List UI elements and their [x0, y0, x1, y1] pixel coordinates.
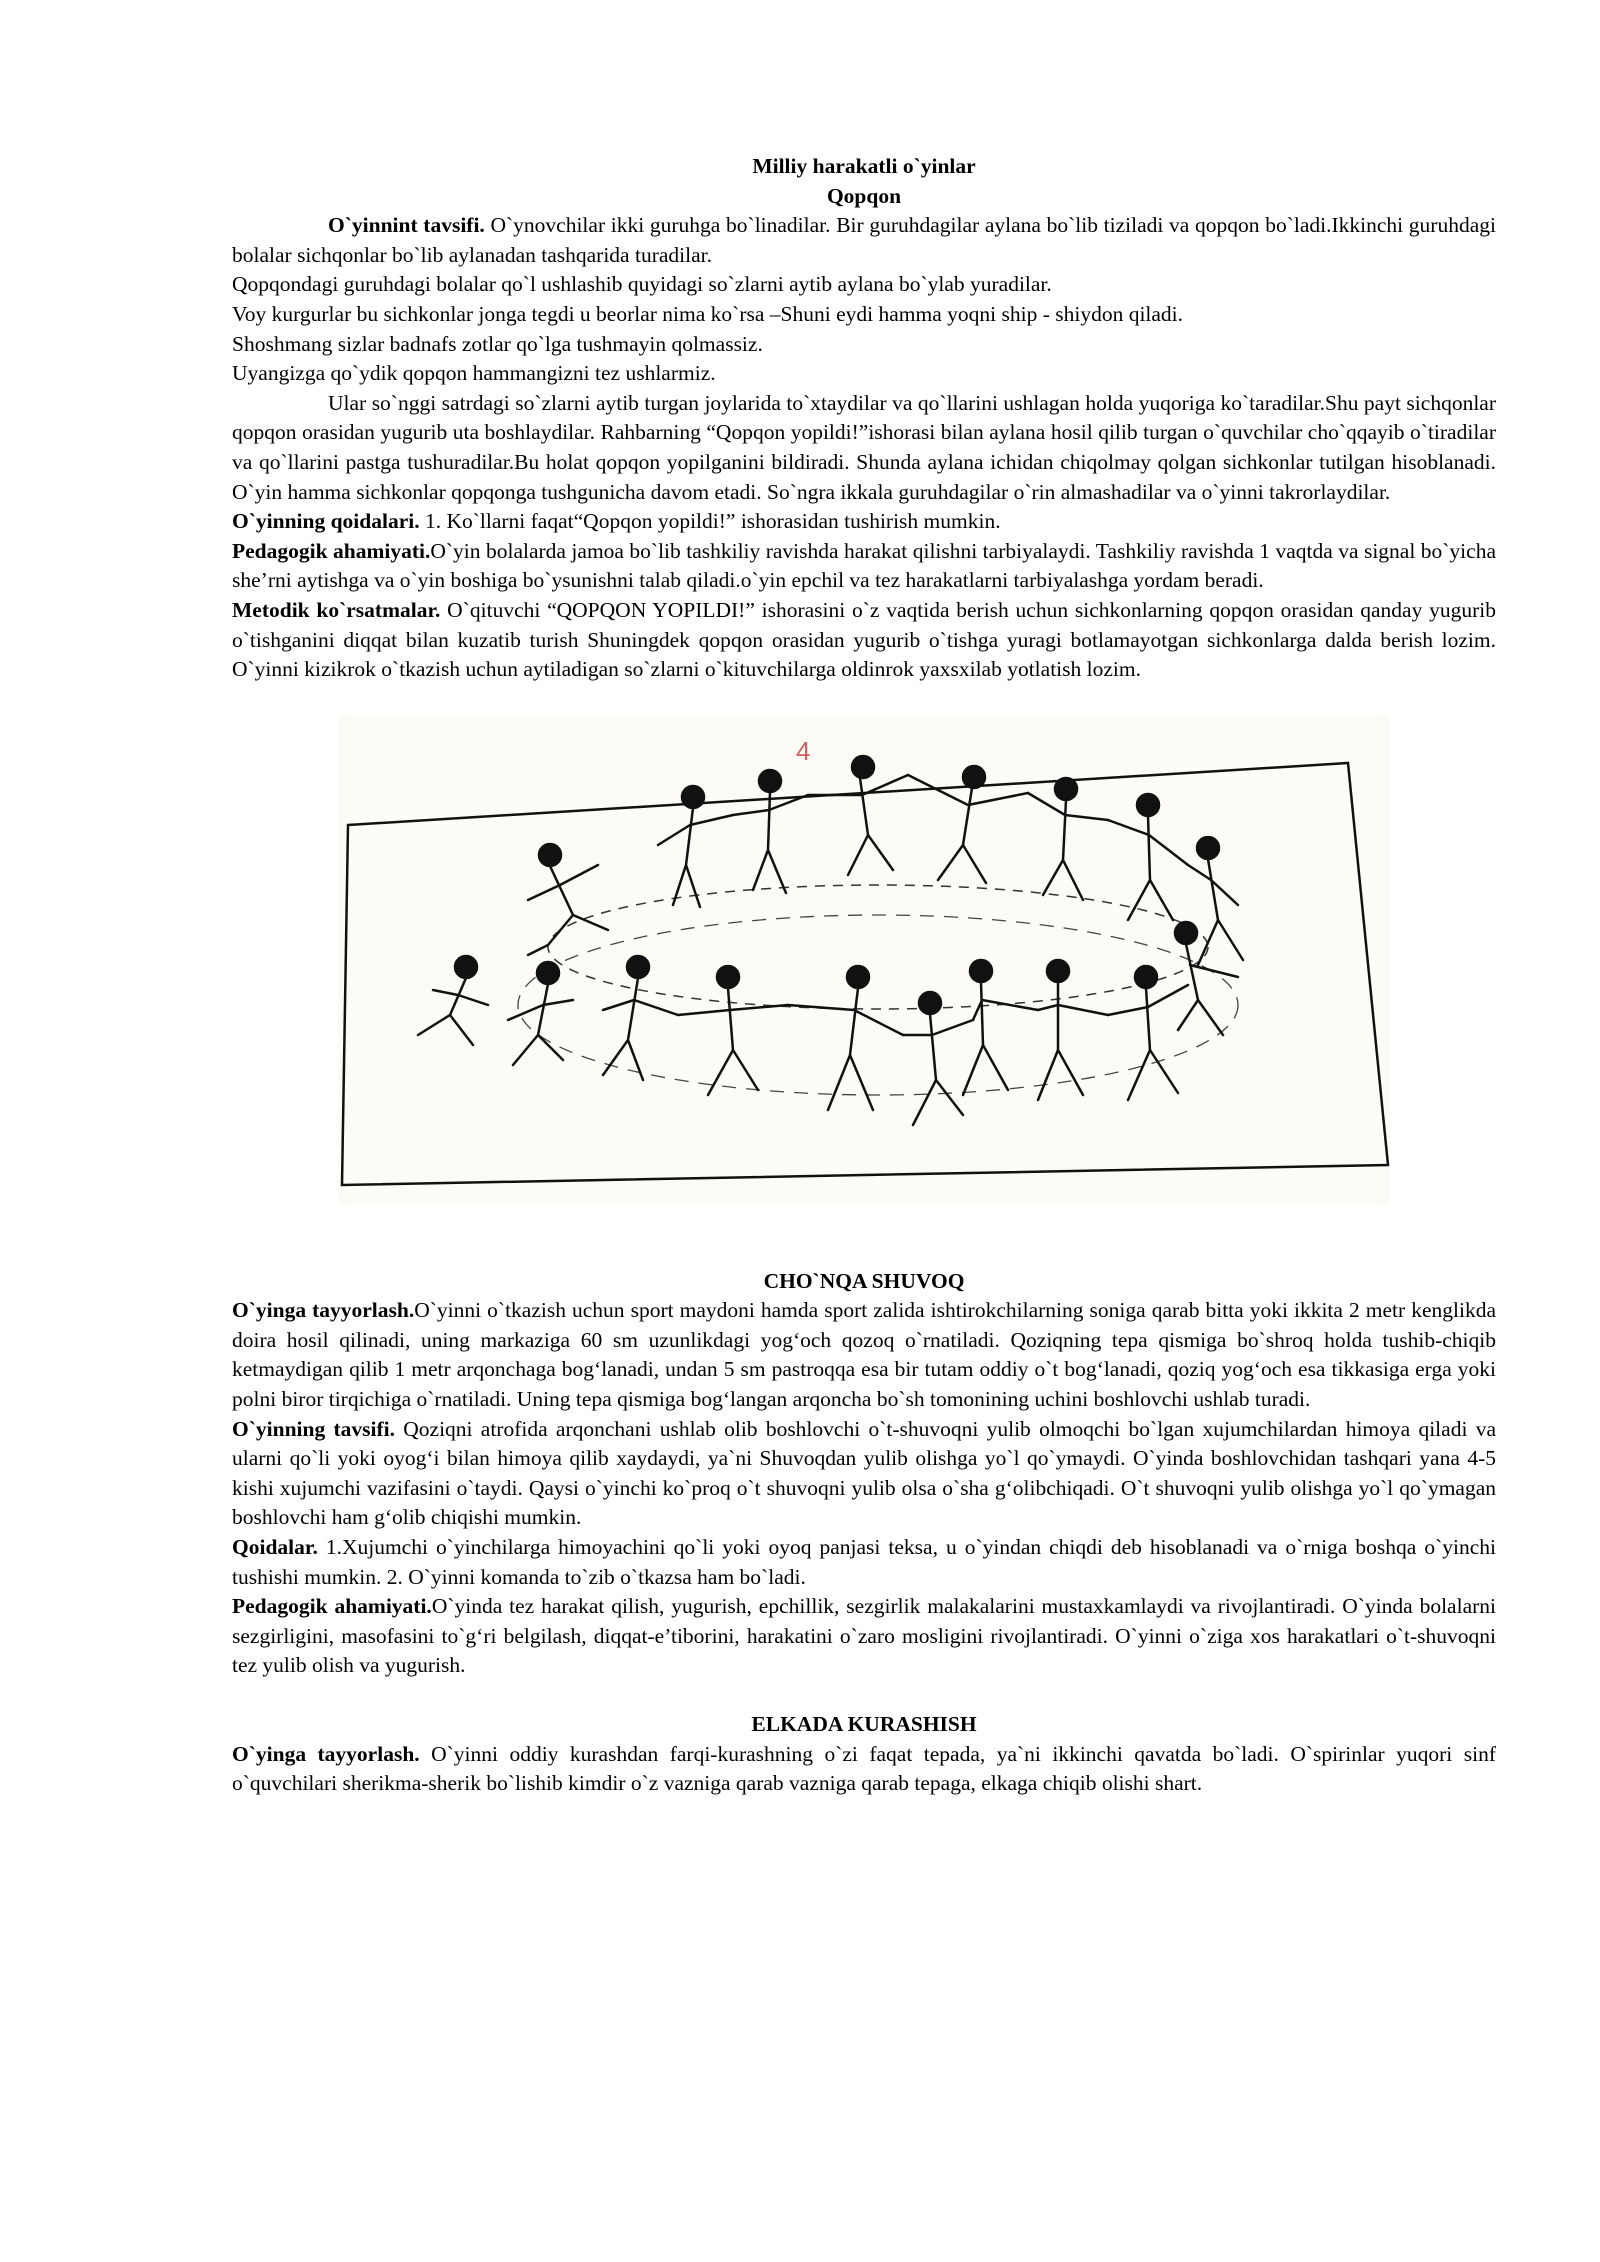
- paragraph-text: O`yinni o`tkazish uchun sport maydoni hamda sport zalida ishtirokchilarning soniga qarab bitta yoki ikkita 2 metr kenglikda doira hosil qilinadi, uning markaziga 60 sm uzunlikdagi yog‘och qozoq o`rnatiladi. Qoziqning tepa qismiga bo`shroq holda tushib-chiqib ketmaydigan qilib 1 metr arqonchaga bog‘lanadi, undan 5 sm pastroqqa esa bir tutam oddiy o`t bog‘lanadi, qoziq yog‘och esa tikkasiga erga yoki polni biror tirqichiga o`rnatiladi. Uning tepa qismiga bog‘langan arqoncha bo`sh tomonining uchini boshlovchi ushlab turadi.: [232, 1298, 1496, 1412]
- bold-label: Pedagogik ahamiyati.: [232, 1594, 432, 1619]
- paragraph-game-description: [232, 1415, 1496, 1533]
- bold-label: Qoidalar.: [232, 1535, 318, 1560]
- paragraph-rules: [232, 1533, 1496, 1592]
- child-head: [682, 786, 704, 808]
- document-title: Milliy harakatli o`yinlar: [752, 154, 976, 178]
- paragraph-pedagogical: [232, 537, 1496, 596]
- child-head: [539, 844, 561, 866]
- child-body: [908, 775, 1028, 883]
- game-title-elkada-kurashish: ELKADA KURASHISH: [751, 1712, 977, 1736]
- paragraph-pedagogical: [232, 1592, 1496, 1681]
- child-body: [903, 1014, 973, 1125]
- paragraph-text: O`yinda tez harakat qilish, yugurish, epchillik, sezgirlik malakalarini mustaxkamlaydi va rivojlantiradi. O`yinda bolalarni sezgirligini, masofasini to`g‘ri belgilash, diqqat-e’tiborini, harakatini o`zaro mosligini rivojlantiradi. O`yinni o`ziga xos harakatlari o`t-shuvoqni tez yulib olish va yugurish.: [232, 1594, 1496, 1678]
- child-head: [1137, 794, 1159, 816]
- child-body: [733, 792, 808, 893]
- child-head: [1055, 778, 1077, 800]
- verse-line-4: Uyangizga qo`ydik qopqon hammangizni tez ushlarmiz.: [232, 361, 716, 386]
- child-head: [759, 770, 781, 792]
- child-head: [1197, 837, 1219, 859]
- spacer: [232, 1205, 1496, 1267]
- paragraph-text: O`yinni oddiy kurashdan farqi-kurashning o`zi faqat tepada, ya`ni ikkinchi qavatda bo`ladi. O`spirinlar yuqori sinf o`quvchilari sherikma-sherik bo`lishib kimdir o`z vazniga qarab vazniga qarab tepaga, elkaga chiqib olishi shart.: [232, 1741, 1496, 1796]
- child-head: [627, 956, 649, 978]
- paragraph-methodical: [232, 596, 1496, 685]
- paragraph-game-description: [232, 211, 1496, 270]
- child-body: [963, 982, 1038, 1095]
- child-body: [1108, 816, 1188, 920]
- game-illustration: [338, 715, 1390, 1205]
- verse-line-2: Voy kurgurlar bu sichkonlar jonga tegdi u beorlar nima ko`rsa –Shuni eydi hamma yoqni ship - shiydon qiladi.: [232, 301, 1184, 326]
- spacer: [232, 1681, 1496, 1710]
- child-body: [1178, 944, 1238, 1035]
- child-head: [970, 960, 992, 982]
- paragraph-rules: [232, 507, 1496, 537]
- child-head: [847, 966, 869, 988]
- document-page: [232, 152, 1496, 1799]
- bold-label: Pedagogik ahamiyati.: [232, 538, 431, 563]
- circle-path: [548, 885, 1208, 1009]
- bold-label: O`yinga tayyorlash.: [232, 1298, 415, 1323]
- child-body: [603, 978, 678, 1080]
- child-body: [508, 984, 573, 1065]
- paragraph-game-flow: Ular so`nggi satrdagi so`zlarni aytib turgan joylarida to`xtaydilar va qo`llarini ushlagan holda yuqoriga ko`taradilar.Shu payt sichqonlar qopqon orasidan yugurib uta boshlaydilar. Rahbarning “Qopqon yopildi!”ishorasi bilan aylana hosil qilib turgan o`quvchilar cho`qqayib o`tiradilar va qo`llarini pastga tushuradilar.Bu holat qopqon yopilganini bildiradi. Shunda aylana ichidan chiqolmay qolgan sichkonlar tutilgan hisoblanadi. O`yin hamma sichkonlar qopqonga tushgunicha davom etadi. So`ngra ikkala guruhdagilar o`rin almashadilar va o`yinni takrorlaydilar.: [232, 390, 1496, 504]
- paragraph-text: 1.Xujumchi o`yinchilarga himoyachini qo`li yoki oyoq panjasi teksa, u o`yindan chiqdi deb hisoblanadi va o`rniga boshqa o`yinchi tushishi mumkin. 2. O`yinni komanda to`zib o`tkazsa ham bo`ladi.: [232, 1535, 1496, 1589]
- children-figures: [418, 756, 1243, 1125]
- child-head: [963, 766, 985, 788]
- child-head: [455, 956, 477, 978]
- paragraph-preparation: [232, 1296, 1496, 1414]
- child-body: [678, 988, 788, 1095]
- paragraph-text: O`ynovchilar ikki guruhga bo`linadilar. Bir guruhdagilar aylana bo`lib tiziladi va qopqon bo`ladi.Ikkinchi guruhdagi bolalar sichqonlar bo`lib aylanadan tashqarida turadilar.: [232, 213, 1496, 267]
- paragraph-preparation: [232, 1740, 1496, 1799]
- paragraph-text: O`qituvchi “QOPQON YOPILDI!” ishorasini o`z vaqtida berish uchun sichkonlarning qopqon orasidan qanday yugurib o`tishganini diqqat bilan kuzatib turish Shuningdek qopqon orasidan yugurib o`tishga yuragi botlamayotgan sichkonlarga dalda berish lozim. O`yinni kizikrok o`tkazish uchun aytiladigan so`zlarni o`kituvchilarga oldinrok yaxsxilab yotlatish lozim.: [232, 597, 1496, 682]
- paragraph-text: 1. Ko`llarni faqat“Qopqon yopildi!” ishorasidan tushirish mumkin.: [419, 509, 1001, 534]
- child-body: [788, 988, 903, 1110]
- bold-label: O`yinnint tavsifi.: [328, 213, 485, 238]
- illustration-svg: [338, 715, 1390, 1205]
- game-title-qopqon: Qopqon: [826, 183, 902, 208]
- verse-line-3: Shoshmang sizlar badnafs zotlar qo`lga tushmayin qolmassiz.: [232, 331, 763, 356]
- child-body: [1028, 793, 1108, 900]
- child-head: [717, 966, 739, 988]
- child-body: [658, 808, 733, 907]
- paragraph-text: O`yin bolalarda jamoa bo`lib tashkiliy ravishda harakat qilishni tarbiyalaydi. Tashkiliy ravishda 1 vaqtda va signal bo`yicha she’rni aytishga va o`yin boshiga bo`ysunishni talab qiladi.o`yin epchil va tez harakatlarni tarbiyalashga yordam beradi.: [232, 538, 1496, 593]
- verse-line-1: Qopqondagi guruhdagi bolalar qo`l ushlashib quyidagi so`zlarni aytib aylana bo`ylab yuradilar.: [232, 272, 1052, 297]
- child-head: [537, 962, 559, 984]
- bold-label: O`yinning qoidalari.: [232, 509, 420, 534]
- child-head: [1135, 966, 1157, 988]
- child-body: [528, 865, 608, 955]
- child-head: [852, 756, 874, 778]
- bold-label: O`yinning tavsifi.: [232, 1416, 395, 1441]
- figure-number-mark: 4: [796, 735, 811, 766]
- child-body: [418, 978, 488, 1045]
- paragraph-text: Qoziqni atrofida arqonchani ushlab olib boshlovchi o`t-shuvoqni yulib olmoqchi bo`lgan xujumchilardan himoya qiladi va ularni qo`li yoki oyog‘i bilan himoya qilib xaydaydi, ya`ni Shuvoqdan yulib olishga yo`l qo`ymaydi. O`yinda boshlovchidan tashqari yana 4-5 kishi xujumchi vazifasini o`taydi. Qaysi o`yinchi ko`proq o`t shuvoqni yulib olsa o`sha g‘olibchiqadi. O`t shuvoqni yulib olishga yo`l qo`ymagan boshlovchi ham g‘olib chiqishi mumkin.: [232, 1416, 1496, 1530]
- outer-run-path: [518, 915, 1238, 1095]
- child-head: [919, 992, 941, 1014]
- game-title-chonqa-shuvoq: CHO`NQA SHUVOQ: [763, 1268, 965, 1293]
- bold-label: Metodik ko`rsatmalar.: [232, 597, 441, 622]
- bold-label: O`yinga tayyorlash.: [232, 1741, 420, 1766]
- child-body: [1188, 859, 1243, 965]
- child-head: [1175, 922, 1197, 944]
- child-head: [1047, 960, 1069, 982]
- child-body: [1108, 985, 1188, 1100]
- child-body: [1038, 982, 1108, 1100]
